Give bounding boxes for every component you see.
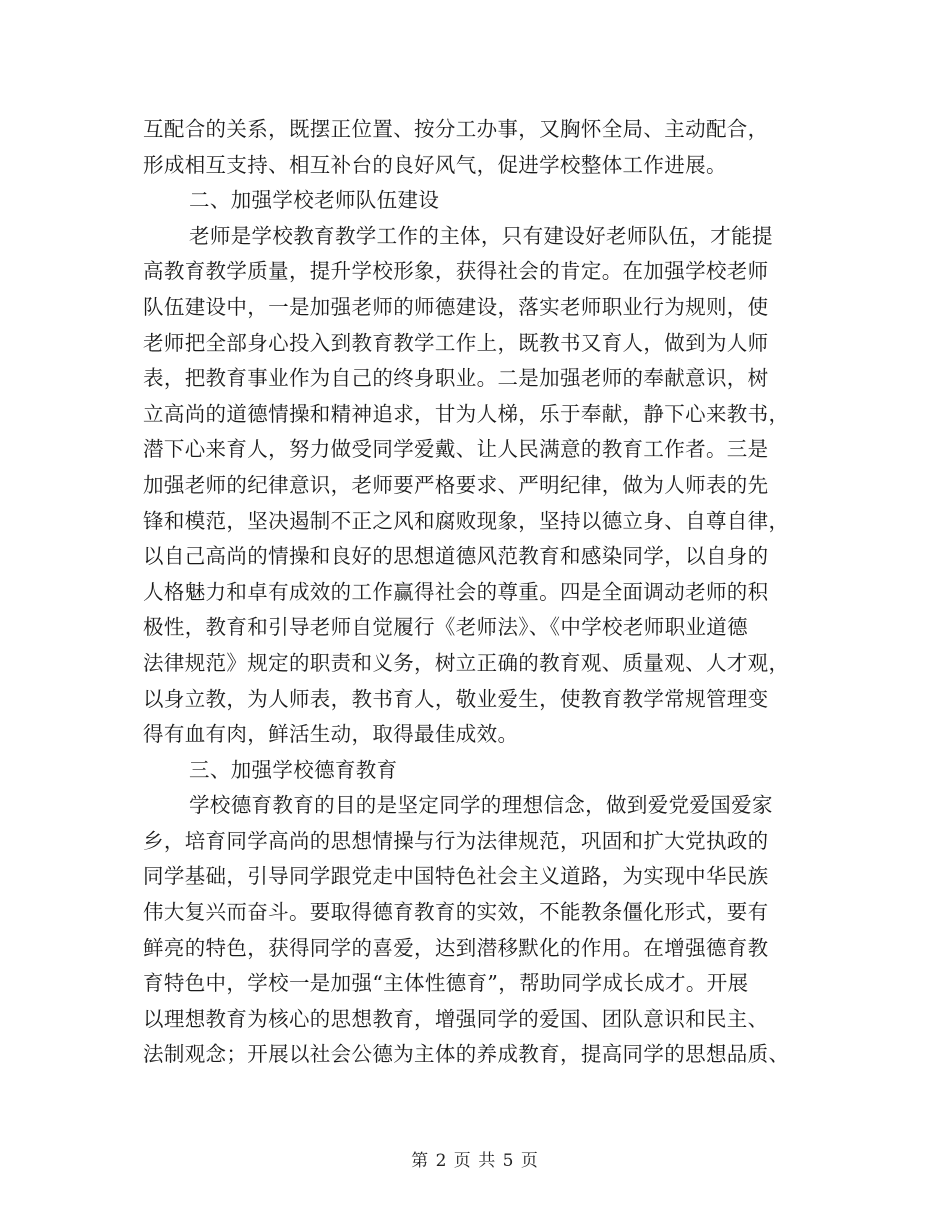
text-line: 表，把教育事业作为自己的终身职业。二是加强老师的奉献意识，树 — [143, 366, 769, 391]
text-line: 互配合的关系，既摆正位置、按分工办事，又胸怀全局、主动配合， — [143, 117, 769, 141]
text-line: 法律规范》规定的职责和义务，树立正确的教育观、质量观、人才观， — [143, 650, 790, 675]
text-line: 形成相互支持、相互补台的良好风气，促进学校整体工作进展。 — [143, 152, 727, 177]
text-line: 同学基础，引导同学跟党走中国特色社会主义道路，为实现中华民族 — [143, 864, 769, 889]
text-line: 以理想教育为核心的思想教育，增强同学的爱国、团队意识和民主、 — [143, 1006, 769, 1031]
text-line: 潜下心来育人，努力做受同学爱戴、让人民满意的教育工作者。三是 — [143, 437, 769, 462]
text-line: 以自己高尚的情操和良好的思想道德风范教育和感染同学，以自身的 — [143, 544, 769, 569]
text-line: 加强老师的纪律意识，老师要严格要求、严明纪律，做为人师表的先 — [143, 472, 769, 497]
text-line: 人格魅力和卓有成效的工作赢得社会的尊重。四是全面调动老师的积 — [143, 579, 769, 604]
text-line: 鲜亮的特色，获得同学的喜爱，达到潜移默化的作用。在增强德育教 — [143, 935, 769, 960]
page-number: 第 2 页 共 5 页 — [411, 1151, 539, 1171]
text-line: 极性，教育和引导老师自觉履行《老师法》、《中学校老师职业道德 — [143, 615, 748, 640]
document-body — [143, 112, 811, 1073]
text-line: 锋和模范，坚决遏制不正之风和腐败现象，坚持以德立身、自尊自律， — [143, 508, 790, 533]
text-line: 队伍建设中，一是加强老师的师德建设，落实老师职业行为规则，使 — [143, 294, 769, 319]
text-line: 二、加强学校老师队伍建设 — [189, 188, 440, 213]
text-line: 三、加强学校德育教育 — [189, 757, 398, 782]
text-line: 育特色中，学校一是加强“主体性德育”，帮助同学成长成才。开展 — [143, 971, 749, 996]
text-line: 伟大复兴而奋斗。要取得德育教育的实效，不能教条僵化形式，要有 — [143, 900, 769, 925]
text-line: 以身立教，为人师表，教书育人，敬业爱生，使教育教学常规管理变 — [143, 686, 769, 711]
text-line: 高教育教学质量，提升学校形象，获得社会的肯定。在加强学校老师 — [143, 259, 769, 284]
text-line: 乡，培育同学高尚的思想情操与行为法律规范，巩固和扩大党执政的 — [143, 828, 769, 853]
text-line: 法制观念；开展以社会公德为主体的养成教育，提高同学的思想品质、 — [143, 1042, 790, 1067]
text-line: 老师是学校教育教学工作的主体，只有建设好老师队伍，才能提 — [189, 223, 773, 248]
text-line: 得有血有肉，鲜活生动，取得最佳成效。 — [143, 722, 519, 747]
text-line: 立高尚的道德情操和精神追求，甘为人梯，乐于奉献，静下心来教书， — [143, 401, 790, 426]
text-line: 老师把全部身心投入到教育教学工作上，既教书又育人，做到为人师 — [143, 330, 769, 355]
text-line: 学校德育教育的目的是坚定同学的理想信念，做到爱党爱国爱家 — [189, 793, 773, 818]
